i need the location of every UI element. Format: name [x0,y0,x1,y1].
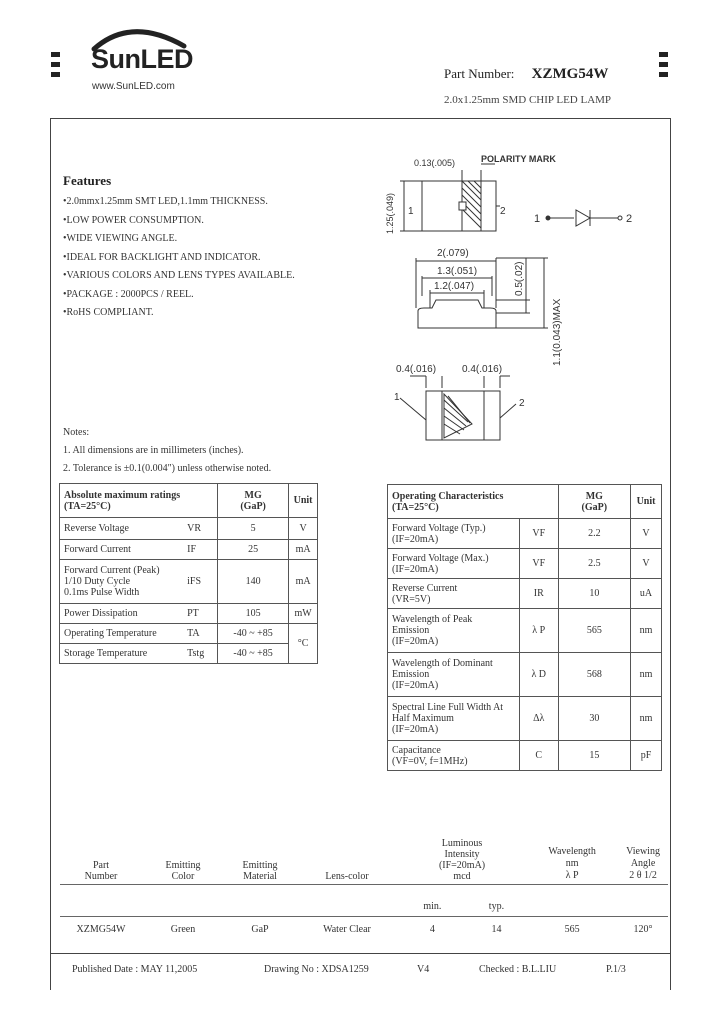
polarity-mark-label: POLARITY MARK [481,154,556,164]
table-row: Forward Voltage (Typ.) (IF=20mA) VF 2.2 V [388,519,662,549]
table-header-row [60,484,318,518]
dim-05-label: 0.5(.02) [514,261,525,296]
sunled-logo [86,22,196,82]
features-title: Features [63,173,112,188]
package-drawing [380,148,670,448]
selection-guide-table [60,834,668,938]
table-row: Reverse Voltage VR 5 V [60,518,318,540]
published-date: Published Date : MAY 11,2005 [72,964,198,975]
dim-pad-right-label: 0.4(.016) [462,364,503,375]
table-header-row [388,485,662,519]
feature-item: • LOW POWER CONSUMPTION. [63,212,295,231]
page-number: P.1/3 [606,964,626,975]
feature-item: • WIDE VIEWING ANGLE. [63,230,295,249]
table-row: Capacitance (VF=0V, f=1MHz) C 15 pF [388,741,662,771]
page-subtitle: 2.0x1.25mm SMD CHIP LED LAMP [444,94,612,106]
table-row: Wavelength of Dominant Emission (IF=20mA) λ D 568 nm [388,653,662,697]
op-col-unit: Unit [631,485,662,519]
table-row: Forward Current IF 25 mA [60,540,318,560]
op-col-mg: MG (GaP) [558,485,630,519]
dim-pad-left-label: 0.4(.016) [396,364,437,375]
bottom-pin1-label: 1 [394,392,400,403]
table-row: XZMG54W Green GaP Water Clear 4 14 565 120° [76,923,653,935]
part-number-value: XZMG54W [531,66,609,82]
diode-symbol [546,210,622,226]
feature-item: • PACKAGE : 2000PCS / REEL. [63,286,295,305]
table-row: Power Dissipation PT 105 mW [60,604,318,624]
operating-characteristics-table [387,484,662,771]
notes [63,424,271,478]
selection-header-row: Part Number Emitting Color Emitting Material Lens-color Luminous Intensity (IF=20mA) mcd Wavelength nm λ P Viewing Angle 2 θ 1/2 [84,837,660,882]
feature-item: • IDEAL FOR BACKLIGHT AND INDICATOR. [63,249,295,268]
dim-12-label: 1.2(.047) [434,281,475,292]
notes-title: Notes: [63,427,90,438]
top-view [400,164,500,231]
pin1-label: 1 [408,206,414,217]
version: V4 [417,964,430,975]
bottom-view [400,376,516,440]
feature-item: • RoHS COMPLIANT. [63,304,295,323]
table-row: Wavelength of Peak Emission (IF=20mA) λ P 565 nm [388,609,662,653]
feature-item: • 2.0mmx1.25mm SMT LED,1.1mm THICKNESS. [63,193,295,212]
note-item: 2. Tolerance is ±0.1(0.004") unless otherwise noted. [63,463,272,474]
features-list [63,193,295,323]
dim-top-label: 0.13(.005) [414,158,456,168]
brand-website[interactable]: www.SunLED.com [92,81,175,92]
table-row: Reverse Current (VR=5V) IR 10 uA [388,579,662,609]
pin2-label: 2 [500,206,506,217]
side-view [416,258,548,328]
bottom-pin2-label: 2 [519,398,525,409]
dim-width-label: 2(.079) [437,248,469,259]
abs-title: Absolute maximum ratings (TA=25°C) [60,484,218,518]
table-row: Spectral Line Full Width At Half Maximum (IF=20mA) Δλ 30 nm [388,697,662,741]
part-number-header [444,66,608,83]
abs-col-mg: MG (GaP) [218,484,289,518]
symbol-1-label: 1 [534,213,541,225]
part-number-label: Part Number: [444,66,515,81]
table-row: Forward Current (Peak) 1/10 Duty Cycle 0.1ms Pulse Width iFS 140 mA [60,560,318,604]
note-item: 1. All dimensions are in millimeters (inches). [63,445,244,456]
footer-divider [50,953,670,954]
table-row: Operating Temperature TA -40 ~ +85 °C [60,624,318,644]
symbol-2-label: 2 [626,213,633,225]
feature-item: • VARIOUS COLORS AND LENS TYPES AVAILABLE. [63,267,295,286]
dim-height-label: 1.25(.049) [385,192,395,234]
dim-max-label: 1.1(0.043)MAX [552,298,563,366]
right-bars-decoration [659,52,668,82]
checked-by: Checked : B.L.LIU [479,964,557,975]
selection-subheader-row: min. typ. [423,901,505,913]
left-bars-decoration [51,52,60,82]
op-title: Operating Characteristics (TA=25°C) [388,485,559,519]
table-row: Forward Voltage (Max.) (IF=20mA) VF 2.5 V [388,549,662,579]
absolute-max-ratings-table [59,483,318,664]
dim-13-label: 1.3(.051) [437,266,478,277]
selection-divider-row [60,884,668,898]
brand-name: SunLED [91,44,193,74]
table-row: Storage Temperature Tstg -40 ~ +85 [60,644,318,664]
abs-col-unit: Unit [289,484,318,518]
drawing-number: Drawing No : XDSA1259 [264,964,369,975]
